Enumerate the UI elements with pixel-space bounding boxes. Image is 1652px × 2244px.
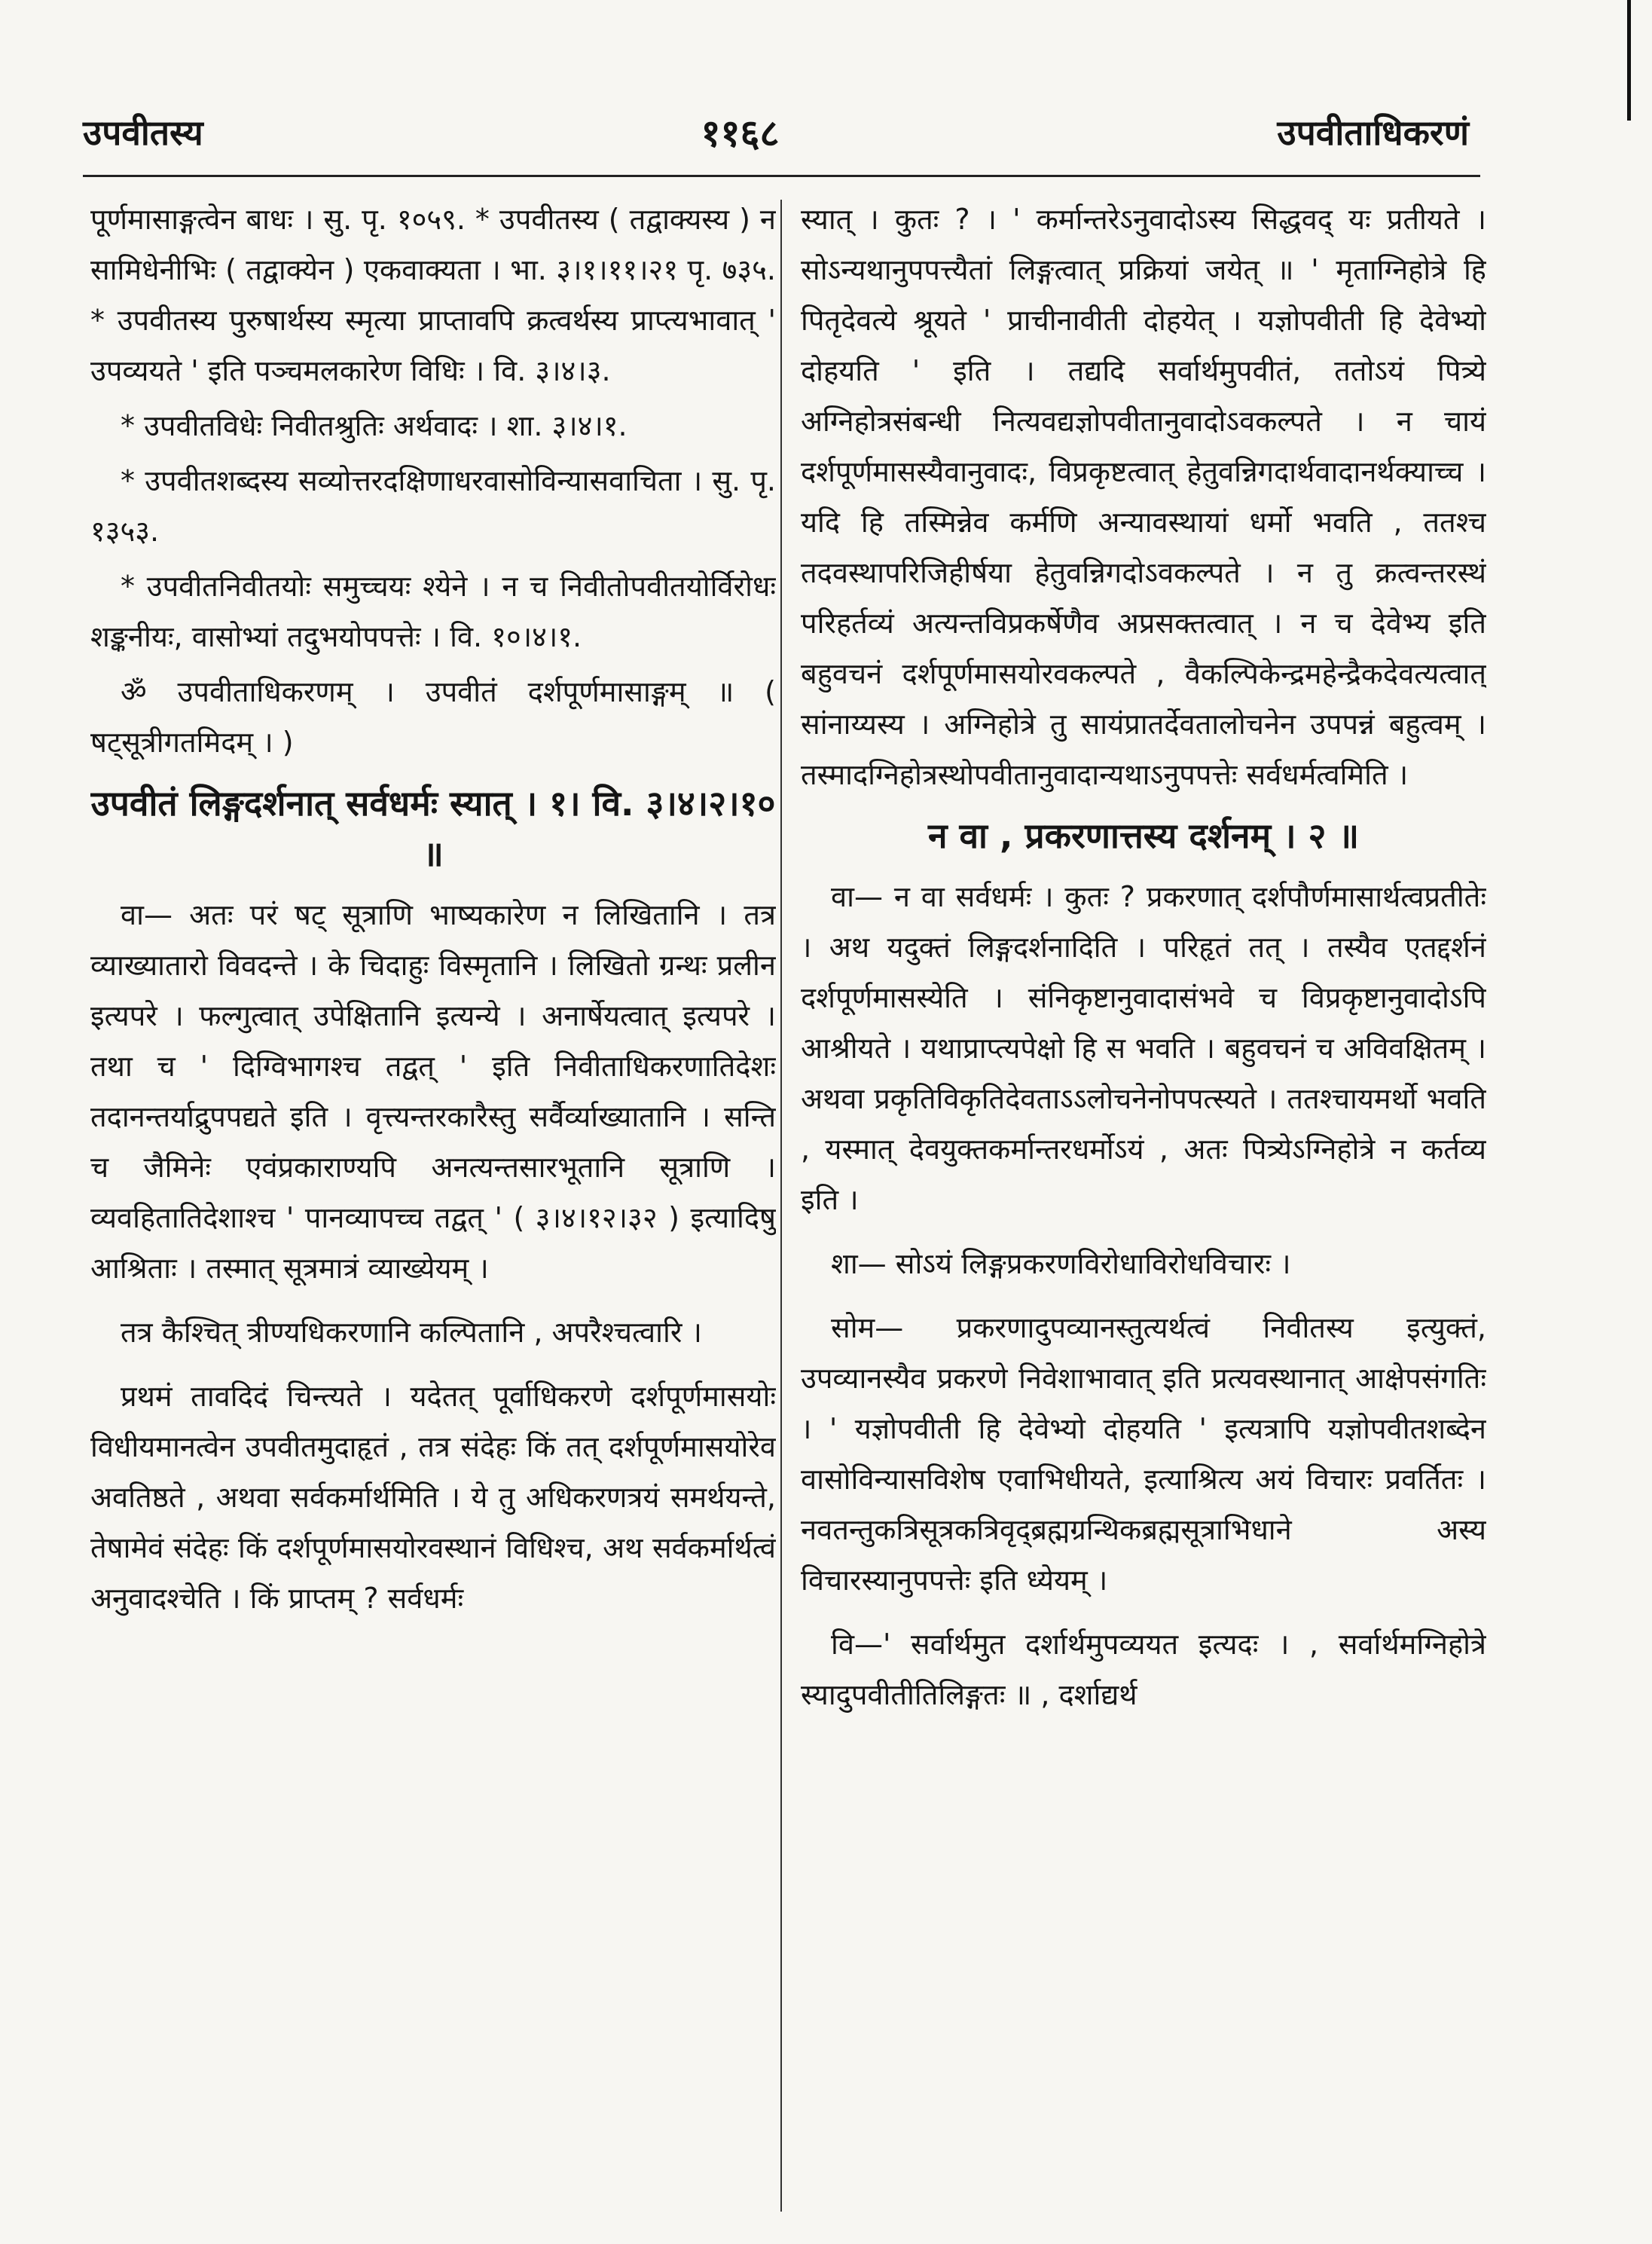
page-header — [83, 98, 1469, 166]
right-para-6: वि—' सर्वार्थमुत दर्शार्थमुपव्ययत इत्यदः । , सर्वार्थमग्निहोत्रे स्यादुपवीतीतिलिङ्गतः ॥ , दर्शाद्यर्थ — [801, 1628, 1486, 1711]
left-para-5: ॐ उपवीताधिकरणम् । उपवीतं दर्शपूर्णमासाङ्गम् ॥ ( षट्सूत्रीगतमिदम् । ) — [90, 675, 776, 759]
left-para-1: पूर्णमासाङ्गत्वेन बाधः । सु. पृ. १०५९. * उपवीतस्य ( तद्वाक्यस्य ) न सामिधेनीभिः ( तद्वाक्येन ) एकवाक्यता । भा. ३।१।११।२१ पृ. ७३५. * उपवीतस्य पुरुषार्थस्य स्मृत्या प्राप्तावपि क्रत्वर्थस्य प्राप्त्यभावात् ' उपव्ययते ' इति पञ्चमलकारेण विधिः । वि. ३।४।३. — [90, 203, 776, 387]
right-column — [801, 194, 1486, 2221]
right-sutra-2: न वा , प्रकरणात्तस्य दर्शनम् । २ ॥ — [927, 815, 1360, 856]
running-title-left: उपवीतस्य — [83, 112, 203, 153]
left-para-7: वा— अतः परं षट् सूत्राणि भाष्यकारेण न लिखितानि । तत्र व्याख्यातारो विवदन्ते । के चिदाहुः विस्मृतानि । लिखितो ग्रन्थः प्रलीन इत्यपरे । फल्गुत्वात् उपेक्षितानि इत्यन्ये । अनार्षेयत्वात् इत्यपरे । तथा च ' दिग्विभागश्च तद्वत् ' इति निवीताधिकरणातिदेशः तदानन्तर्याद्रुपपद्यते इति । वृत्त्यन्तरकारैस्तु सर्वैर्व्याख्यातानि । सन्ति च जैमिनेः एवंप्रकाराण्यपि अनत्यन्तसारभूतानि सूत्राणि । व्यवहितातिदेशाश्च ' पानव्यापच्च तद्वत् ' ( ३।४।१२।३२ ) इत्यादिषु आश्रिताः । तस्मात् सूत्रमात्रं व्याख्येयम् । — [90, 898, 776, 1285]
page-number: ११६८ — [701, 112, 780, 155]
right-para-1: स्यात् । कुतः ? । ' कर्मान्तरेऽनुवादोऽस्य सिद्धवद् यः प्रतीयते । सोऽन्यथानुपपत्त्यैतां लिङ्गत्वात् प्रक्रियां जयेत् ॥ ' मृताग्निहोत्रे हि पितृदेवत्ये श्रूयते ' प्राचीनावीती दोहयेत् । यज्ञोपवीती हि देवेभ्यो दोहयति ' इति । तद्यदि सर्वार्थमुपवीतं, ततोऽयं पित्र्ये अग्निहोत्रसंबन्धी नित्यवद्यज्ञोपवीतानुवादोऽवकल्पते । न चायं दर्शपूर्णमासस्यैवानुवादः, विप्रकृष्टत्वात् हेतुवन्निगदार्थवादानर्थक्याच्च । यदि हि तस्मिन्नेव कर्मणि अन्यावस्थायां धर्मो भवति , ततश्च तदवस्थापरिजिहीर्षया हेतुवन्निगदोऽवकल्पते । न तु क्रत्वन्तरस्थं परिहर्तव्यं अत्यन्तविप्रकर्षेणैव अप्रसक्तत्वात् । न च देवेभ्य इति बहुवचनं दर्शपूर्णमासयोरवकल्पते , वैकल्पिकेन्द्रमहेन्द्रैकदेवत्यत्वात् सांनाय्यस्य । अग्निहोत्रे तु सायंप्रातर्देवतालोचनेन उपपन्नं बहुत्वम् । तस्मादग्निहोत्रस्थोपवीतानुवादान्यथाऽनुपपत्तेः सर्वधर्मत्वमिति । — [801, 203, 1486, 791]
right-para-3: वा— न वा सर्वधर्मः । कुतः ? प्रकरणात् दर्शपौर्णमासार्थत्वप्रतीतेः । अथ यदुक्तं लिङ्गदर्शनादिति । परिहृतं तत् । तस्यैव एतद्दर्शनं दर्शपूर्णमासस्येति । संनिकृष्टानुवादासंभवे च विप्रकृष्टानुवादोऽपि आश्रीयते । यथाप्राप्त्यपेक्षो हि स भवति । बहुवचनं च अविवक्षितम् । अथवा प्रकृतिविकृतिदेवताऽऽलोचनेनोपपत्स्यते । ततश्चायमर्थो भवति , यस्मात् देवयुक्तकर्मान्तरधर्मोऽयं , अतः पित्र्येऽग्निहोत्रे न कर्तव्य इति । — [801, 880, 1486, 1216]
left-sutra-1: उपवीतं लिङ्गदर्शनात् सर्वधर्मः स्यात् । १। वि. ३।४।२।१० ॥ — [90, 783, 776, 874]
left-column — [90, 194, 776, 2221]
left-para-2: * उपवीतविधेः निवीतश्रुतिः अर्थवादः । शा. ३।४।१. — [121, 409, 628, 442]
left-para-8: तत्र कैश्चित् त्रीण्यधिकरणानि कल्पितानि , अपरैश्चत्वारि । — [121, 1316, 702, 1349]
left-para-3: * उपवीतशब्दस्य सव्योत्तरदक्षिणाधरवासोविन्यासवाचिता । सु. पृ. १३५३. — [90, 464, 776, 548]
page-edge-rule — [1627, 0, 1631, 121]
right-para-4: शा— सोऽयं लिङ्गप्रकरणविरोधाविरोधविचारः । — [831, 1247, 1291, 1280]
right-para-5: सोम— प्रकरणादुपव्यानस्तुत्यर्थत्वं निवीतस्य इत्युक्तं, उपव्यानस्यैव प्रकरणे निवेशाभावात् इति प्रत्यवस्थानात् आक्षेपसंगतिः । ' यज्ञोपवीती हि देवेभ्यो दोहयति ' इत्यत्रापि यज्ञोपवीतशब्देन वासोविन्यासविशेष एवाभिधीयते, इत्याश्रित्य अयं विचारः प्रवर्तितः । नवतन्तुकत्रिसूत्रकत्रिवृद्ब्रह्मग्रन्थिकब्रह्मसूत्राभिधाने अस्य विचारस्यानुपपत्तेः इति ध्येयम् । — [801, 1311, 1486, 1597]
running-title-right: उपवीताधिकरणं — [1277, 112, 1469, 153]
left-para-4: * उपवीतनिवीतयोः समुच्चयः श्येने । न च निवीतोपवीतयोर्विरोधः शङ्कनीयः, वासोभ्यां तदुभयोपपत्तेः । वि. १०।४।१. — [90, 570, 776, 653]
left-para-9: प्रथमं तावदिदं चिन्त्यते । यदेतत् पूर्वाधिकरणे दर्शपूर्णमासयोः विधीयमानत्वेन उपवीतमुदाहृतं , तत्र संदेहः किं तत् दर्शपूर्णमासयोरेव अवतिष्ठते , अथवा सर्वकर्मार्थमिति । ये तु अधिकरणत्रयं समर्थयन्ते, तेषामेवं संदेहः किं दर्शपूर्णमासयोरवस्थानं विधिश्च, अथ सर्वकर्मार्थत्वं अनुवादश्चेति । किं प्राप्तम् ? सर्वधर्मः — [90, 1380, 776, 1615]
header-rule — [83, 175, 1480, 177]
column-divider — [780, 200, 782, 2212]
